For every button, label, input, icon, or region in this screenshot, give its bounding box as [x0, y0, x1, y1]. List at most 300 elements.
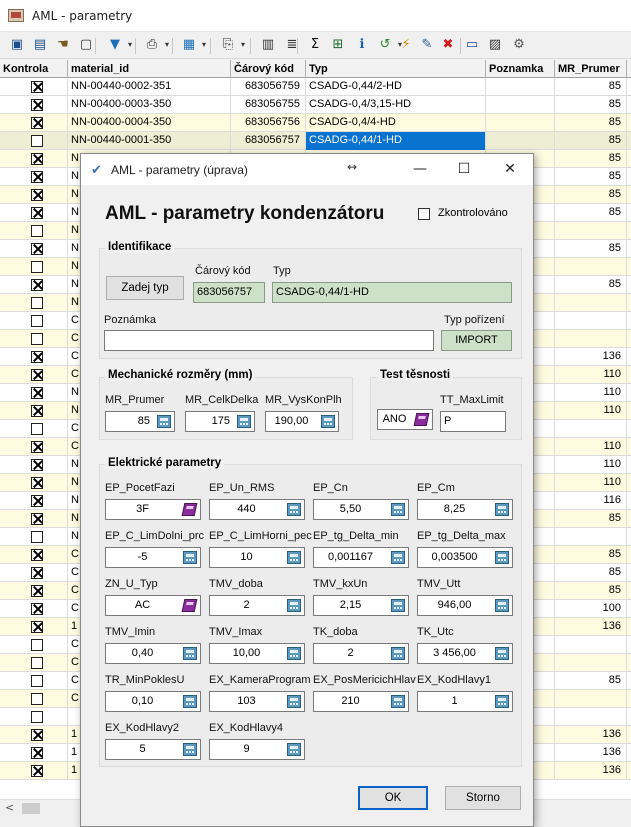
prumer-cell: 110	[555, 474, 627, 492]
kontrola-cell	[0, 546, 68, 564]
kontrola-cell	[0, 204, 68, 222]
kontrola-checkbox[interactable]	[31, 99, 43, 111]
material_id-cell: N	[68, 186, 231, 204]
edit-record-icon[interactable]: ▤	[33, 37, 47, 52]
prumer-cell	[555, 654, 627, 672]
scroll-left-icon[interactable]: <	[5, 801, 15, 814]
EP_Cm-label: EP_Cm	[417, 482, 455, 494]
material_id-cell: N	[68, 150, 231, 168]
typ-porizeni-field[interactable]: IMPORT	[441, 330, 512, 351]
dialog-title-bar	[81, 154, 533, 185]
value-field[interactable]	[377, 409, 433, 430]
prumer-cell	[555, 294, 627, 312]
prumer-cell: 110	[555, 402, 627, 420]
material_id-cell: N	[68, 402, 231, 420]
column-header-2[interactable]: Čárový kód	[231, 60, 306, 78]
kontrola-checkbox[interactable]	[31, 711, 43, 723]
MR_CelkDelka-label: MR_CelkDelka	[185, 394, 259, 406]
prumer-cell: 85	[555, 546, 627, 564]
notes-icon[interactable]: ▨	[488, 37, 502, 52]
prumer-cell: 85	[555, 186, 627, 204]
calculator-icon[interactable]	[287, 551, 301, 564]
field-value: 946,00	[437, 599, 472, 611]
material_id-cell: C	[68, 582, 231, 600]
material_id-cell: C	[68, 654, 231, 672]
calculator-icon[interactable]	[157, 415, 171, 428]
copy-icon[interactable]: ⎘ ▾	[219, 36, 237, 54]
prumer-cell: 136	[555, 762, 627, 780]
prumer-cell: 85	[555, 582, 627, 600]
typ-cell: CSADG-0,4/4-HD	[306, 114, 486, 132]
typ-field[interactable]: CSADG-0,44/1-HD	[272, 282, 512, 303]
typ-cell: CSADG-0,44/1-HD	[306, 132, 486, 150]
field-value: 5,50	[339, 503, 362, 515]
tools-icon[interactable]: ⚙	[513, 37, 525, 52]
prumer-cell	[555, 312, 627, 330]
kontrola-cell	[0, 168, 68, 186]
checkmark-icon: ✔	[91, 163, 102, 178]
window-title: AML - parametry	[32, 9, 133, 23]
prumer-cell: 85	[555, 132, 627, 150]
material_id-cell: N	[68, 456, 231, 474]
carovy-kod-label: Čárový kód	[195, 265, 251, 277]
field-value: 440	[237, 503, 256, 515]
column-header-0[interactable]: Kontrola	[0, 60, 68, 78]
MR_VysKonPlh-label: MR_VysKonPlh	[265, 394, 342, 406]
calculator-icon[interactable]	[391, 695, 405, 708]
TMV_Utt-field[interactable]	[417, 595, 513, 616]
calculator-icon[interactable]	[391, 647, 405, 660]
kontrola-checkbox[interactable]	[31, 441, 43, 453]
kontrola-checkbox[interactable]	[31, 243, 43, 255]
column-header-1[interactable]: material_id	[68, 60, 231, 78]
lookup-icon[interactable]	[182, 599, 198, 612]
kontrola-cell	[0, 240, 68, 258]
kontrola-checkbox[interactable]	[31, 315, 43, 327]
filter-icon[interactable]: ▼ ▾	[106, 36, 124, 54]
kontrola-checkbox[interactable]	[31, 495, 43, 507]
field-value: 2	[347, 647, 354, 659]
kontrola-checkbox[interactable]	[31, 387, 43, 399]
typ-cell: CSADG-0,44/2-HD	[306, 78, 486, 96]
poznamka-field[interactable]	[104, 330, 434, 351]
calculator-icon[interactable]	[287, 647, 301, 660]
material_id-cell: N	[68, 384, 231, 402]
material_id-cell: N	[68, 492, 231, 510]
calculator-icon[interactable]	[287, 695, 301, 708]
prumer-cell: 85	[555, 672, 627, 690]
EP_PocetFazi-label: EP_PocetFazi	[105, 482, 175, 494]
close-icon[interactable]: ✕	[504, 161, 516, 177]
kontrola-cell	[0, 582, 68, 600]
TR_MinPoklesU-field[interactable]	[105, 691, 201, 712]
grid-header	[0, 60, 631, 78]
calculator-icon[interactable]	[495, 647, 509, 660]
zkontrolovano-checkbox[interactable]	[418, 208, 430, 220]
calculator-icon[interactable]	[183, 647, 197, 660]
field-value: 3F	[136, 503, 149, 515]
kontrola-checkbox[interactable]	[31, 117, 43, 129]
material_id-cell: N	[68, 474, 231, 492]
TMV_Imin-label: TMV_Imin	[105, 626, 156, 638]
EX_KodHlavy4-field[interactable]	[209, 739, 305, 760]
kontrola-cell	[0, 294, 68, 312]
MR_Prumer-label: MR_Prumer	[105, 394, 165, 406]
refresh-icon[interactable]: ↺ ▾	[376, 36, 394, 54]
calculator-icon[interactable]	[183, 551, 197, 564]
material_id-cell: C	[68, 348, 231, 366]
kontrola-cell	[0, 600, 68, 618]
EP_tg_Delta_min-field[interactable]	[313, 547, 409, 568]
material_id-cell: NN-00440-0002-351	[68, 78, 231, 96]
EP_Un_RMS-field[interactable]	[209, 499, 305, 520]
material_id-cell: C	[68, 438, 231, 456]
EX_KodHlavy4-label: EX_KodHlavy4	[209, 722, 283, 734]
EX_KodHlavy2-field[interactable]	[105, 739, 201, 760]
TMV_doba-label: TMV_doba	[209, 578, 263, 590]
kontrola-checkbox[interactable]	[31, 297, 43, 309]
minimize-icon[interactable]: —	[413, 161, 427, 177]
EX_KodHlavy1-field[interactable]	[417, 691, 513, 712]
kontrola-cell	[0, 528, 68, 546]
kontrola-checkbox[interactable]	[31, 171, 43, 183]
kontrola-cell	[0, 348, 68, 366]
calculator-icon[interactable]	[391, 599, 405, 612]
calculator-icon[interactable]	[495, 695, 509, 708]
kontrola-cell	[0, 222, 68, 240]
typ-cell: CSADG-0,4/3,15-HD	[306, 96, 486, 114]
kontrola-checkbox[interactable]	[31, 747, 43, 759]
calculator-icon[interactable]	[287, 743, 301, 756]
material_id-cell: NN-00400-0004-350	[68, 114, 231, 132]
prumer-cell: 85	[555, 204, 627, 222]
clipboard-icon[interactable]: ≣	[286, 37, 298, 52]
new-record-icon[interactable]: ▣	[10, 37, 24, 52]
zadej-typ-button[interactable]: Zadej typ	[106, 276, 184, 300]
calculator-icon[interactable]	[183, 743, 197, 756]
EX_PosMericichHlav-label: EX_PosMericichHlav	[313, 674, 416, 686]
field-value: 210	[341, 695, 360, 707]
identifikace-label: Identifikace	[105, 241, 174, 253]
calculator-icon[interactable]	[495, 551, 509, 564]
prumer-cell: 136	[555, 744, 627, 762]
prumer-cell: 136	[555, 348, 627, 366]
kontrola-checkbox[interactable]	[31, 693, 43, 705]
print-icon[interactable]: ⎙ ▾	[143, 36, 161, 54]
prumer-cell: 110	[555, 438, 627, 456]
field-value: 190,00	[274, 415, 309, 427]
prumer-cell	[555, 420, 627, 438]
checklist-icon[interactable]: ✎	[421, 37, 433, 52]
kontrola-checkbox[interactable]	[31, 621, 43, 633]
calculator-icon[interactable]	[183, 695, 197, 708]
export-icon[interactable]: ▦ ▾	[180, 36, 198, 54]
prumer-cell: 136	[555, 618, 627, 636]
kontrola-checkbox[interactable]	[31, 279, 43, 291]
prumer-cell	[555, 222, 627, 240]
carovy-kod-field[interactable]: 683056757	[193, 282, 265, 303]
calculator-icon[interactable]	[391, 503, 405, 516]
typ-porizeni-label: Typ pořízení	[444, 314, 505, 326]
kontrola-checkbox[interactable]	[31, 657, 43, 669]
kontrola-checkbox[interactable]	[31, 333, 43, 345]
kontrola-checkbox[interactable]	[31, 225, 43, 237]
column-header-3[interactable]: Typ	[306, 60, 486, 78]
poznamka-label: Poznámka	[104, 314, 156, 326]
kontrola-cell	[0, 672, 68, 690]
kontrola-checkbox[interactable]	[31, 405, 43, 417]
prumer-cell	[555, 690, 627, 708]
field-value: 175	[211, 415, 230, 427]
kontrola-cell	[0, 366, 68, 384]
kontrola-checkbox[interactable]	[31, 135, 43, 147]
ok-button[interactable]: OK	[358, 786, 428, 810]
ZN_U_Typ-field[interactable]	[105, 595, 201, 616]
kontrola-checkbox[interactable]	[31, 549, 43, 561]
MR_CelkDelka-field[interactable]	[185, 411, 255, 432]
kontrola-checkbox[interactable]	[31, 729, 43, 741]
calculator-icon[interactable]	[287, 503, 301, 516]
table-row[interactable]	[0, 114, 631, 132]
title-bar	[0, 0, 631, 32]
material_id-cell: N	[68, 240, 231, 258]
kontrola-cell	[0, 150, 68, 168]
kontrola-checkbox[interactable]	[31, 585, 43, 597]
prumer-cell: 110	[555, 384, 627, 402]
EP_tg_Delta_max-field[interactable]	[417, 547, 513, 568]
kontrola-cell	[0, 276, 68, 294]
calculator-icon[interactable]	[321, 415, 335, 428]
sum-icon[interactable]: Σ	[310, 37, 320, 52]
info-icon[interactable]: ℹ	[359, 37, 365, 52]
material_id-cell: 1	[68, 744, 231, 762]
kontrola-checkbox[interactable]	[31, 603, 43, 615]
kontrola-cell	[0, 762, 68, 780]
calculator-icon[interactable]	[495, 599, 509, 612]
prumer-cell: 85	[555, 168, 627, 186]
calculator-icon[interactable]	[287, 599, 301, 612]
prumer-cell: 100	[555, 600, 627, 618]
kontrola-checkbox[interactable]	[31, 765, 43, 777]
EX_PosMericichHlav-field[interactable]	[313, 691, 409, 712]
kontrola-checkbox[interactable]	[31, 477, 43, 489]
material_id-cell: C	[68, 672, 231, 690]
material_id-cell: C	[68, 600, 231, 618]
toolbar	[0, 33, 631, 59]
EP_C_LimHorni_pec-label: EP_C_LimHorni_pec	[209, 530, 312, 542]
lightning-icon[interactable]: ⚡	[401, 37, 411, 52]
prumer-cell	[555, 258, 627, 276]
field-value: 0,003500	[431, 551, 478, 563]
TT_MaxLimit-field[interactable]	[440, 411, 506, 432]
EP_C_LimHorni_pec-field[interactable]	[209, 547, 305, 568]
prumer-cell: 110	[555, 366, 627, 384]
material_id-cell: N	[68, 510, 231, 528]
kontrola-cell	[0, 78, 68, 96]
mech-label: Mechanické rozměry (mm)	[105, 369, 255, 381]
kontrola-cell	[0, 744, 68, 762]
prumer-cell: 85	[555, 96, 627, 114]
zkontrolovano-label: Zkontrolováno	[438, 207, 508, 219]
TMV_Imax-field[interactable]	[209, 643, 305, 664]
window-icon[interactable]: ▭	[465, 37, 479, 52]
EX_KodHlavy2-label: EX_KodHlavy2	[105, 722, 179, 734]
prumer-cell: 85	[555, 150, 627, 168]
grid-icon[interactable]: ⊞	[332, 37, 344, 52]
TMV_Imin-field[interactable]	[105, 643, 201, 664]
kontrola-cell	[0, 618, 68, 636]
maximize-icon[interactable]: ☐	[457, 161, 471, 177]
prumer-cell: 85	[555, 240, 627, 258]
material_id-cell: 1	[68, 618, 231, 636]
kontrola-cell	[0, 132, 68, 150]
kontrola-checkbox[interactable]	[31, 531, 43, 543]
kontrola-checkbox[interactable]	[31, 513, 43, 525]
EP_Cn-label: EP_Cn	[313, 482, 348, 494]
dialog-heading: AML - parametry kondenzátoru	[105, 203, 385, 224]
toolbar-separator	[95, 38, 96, 54]
columns-icon[interactable]: ▥	[261, 37, 275, 52]
field-value: AC	[134, 599, 151, 611]
kontrola-checkbox[interactable]	[31, 639, 43, 651]
cancel-icon[interactable]: ✖	[442, 37, 454, 52]
dialog-title: AML - parametry (úprava)	[111, 163, 248, 177]
poznamka-cell	[486, 114, 555, 132]
calculator-icon[interactable]	[237, 415, 251, 428]
material_id-cell: N	[68, 168, 231, 186]
EP_Cn-field[interactable]	[313, 499, 409, 520]
TT_MaxLimit-label: TT_MaxLimit	[440, 394, 504, 406]
prumer-cell	[555, 528, 627, 546]
kontrola-cell	[0, 438, 68, 456]
field-value: 2	[243, 599, 250, 611]
kontrola-cell	[0, 330, 68, 348]
field-value: 9	[243, 743, 250, 755]
field-value: 0,40	[131, 647, 154, 659]
storno-button[interactable]: Storno	[445, 786, 521, 810]
EX_KodHlavy1-label: EX_KodHlavy1	[417, 674, 491, 686]
material_id-cell: C	[68, 420, 231, 438]
prumer-cell: 136	[555, 726, 627, 744]
hand-icon[interactable]: ☚	[57, 37, 69, 52]
kontrola-cell	[0, 456, 68, 474]
material_id-cell: N	[68, 276, 231, 294]
TMV_kxUn-field[interactable]	[313, 595, 409, 616]
kontrola-cell	[0, 492, 68, 510]
kontrola-checkbox[interactable]	[31, 459, 43, 471]
kontrola-cell	[0, 474, 68, 492]
EP_PocetFazi-field[interactable]	[105, 499, 201, 520]
material_id-cell: C	[68, 366, 231, 384]
field-value: 0,001167	[327, 551, 374, 563]
kontrola-cell	[0, 564, 68, 582]
calculator-icon[interactable]	[391, 551, 405, 564]
kontrola-checkbox[interactable]	[31, 351, 43, 363]
EP_tg_Delta_min-label: EP_tg_Delta_min	[313, 530, 399, 542]
kontrola-checkbox[interactable]	[31, 261, 43, 273]
kontrola-cell	[0, 690, 68, 708]
table-row[interactable]	[0, 78, 631, 96]
TMV_Utt-label: TMV_Utt	[417, 578, 461, 590]
material_id-cell: C	[68, 690, 231, 708]
field-value: 2,15	[339, 599, 362, 611]
TMV_kxUn-label: TMV_kxUn	[313, 578, 368, 590]
field-value: 3 456,00	[433, 647, 476, 659]
prumer-cell: 85	[555, 114, 627, 132]
EP_C_LimDolni_prc-field[interactable]	[105, 547, 201, 568]
kontrola-checkbox[interactable]	[31, 207, 43, 219]
TR_MinPoklesU-label: TR_MinPoklesU	[105, 674, 185, 686]
view-icon[interactable]: ▢	[79, 37, 93, 52]
kontrola-checkbox[interactable]	[31, 369, 43, 381]
material_id-cell: C	[68, 636, 231, 654]
toolbar-separator	[297, 38, 298, 54]
kontrola-cell	[0, 510, 68, 528]
kontrola-checkbox[interactable]	[31, 675, 43, 687]
poznamka-cell	[486, 78, 555, 96]
calculator-icon[interactable]	[495, 503, 509, 516]
TMV_doba-field[interactable]	[209, 595, 305, 616]
MR_Prumer-field[interactable]	[105, 411, 175, 432]
TK_doba-field[interactable]	[313, 643, 409, 664]
toolbar-separator	[172, 38, 173, 54]
scroll-thumb[interactable]	[22, 803, 40, 814]
kontrola-cell	[0, 186, 68, 204]
field-value: -5	[137, 551, 148, 563]
kontrola-cell	[0, 420, 68, 438]
prumer-cell: 110	[555, 456, 627, 474]
material_id-cell: N	[68, 204, 231, 222]
column-header-4[interactable]: Poznamka	[486, 60, 555, 78]
kontrola-checkbox[interactable]	[31, 189, 43, 201]
kontrola-checkbox[interactable]	[31, 81, 43, 93]
toolbar-separator	[250, 38, 251, 54]
toolbar-separator	[135, 38, 136, 54]
material_id-cell: N	[68, 258, 231, 276]
TK_Utc-field[interactable]	[417, 643, 513, 664]
material_id-cell: N	[68, 222, 231, 240]
column-header-5[interactable]: MR_Prumer	[555, 60, 627, 78]
kontrola-checkbox[interactable]	[31, 567, 43, 579]
EP_Cm-field[interactable]	[417, 499, 513, 520]
lookup-icon[interactable]	[414, 413, 430, 426]
field-value: ANO	[382, 413, 407, 425]
prumer-cell	[555, 636, 627, 654]
prumer-cell	[555, 330, 627, 348]
EX_KameraProgram-label: EX_KameraProgram	[209, 674, 311, 686]
field-value: 103	[237, 695, 256, 707]
EP_Un_RMS-label: EP_Un_RMS	[209, 482, 275, 494]
prumer-cell: 85	[555, 78, 627, 96]
kontrola-cell	[0, 402, 68, 420]
table-row[interactable]	[0, 132, 631, 150]
MR_VysKonPlh-field[interactable]	[265, 411, 339, 432]
EX_KameraProgram-field[interactable]	[209, 691, 305, 712]
poznamka-cell	[486, 132, 555, 150]
table-row[interactable]	[0, 96, 631, 114]
kontrola-checkbox[interactable]	[31, 423, 43, 435]
kontrola-cell	[0, 726, 68, 744]
material_id-cell: 1	[68, 762, 231, 780]
app-icon	[8, 9, 24, 22]
kontrola-checkbox[interactable]	[31, 153, 43, 165]
prumer-cell	[555, 708, 627, 726]
material_id-cell: NN-00400-0003-350	[68, 96, 231, 114]
TMV_Imax-label: TMV_Imax	[209, 626, 263, 638]
lookup-icon[interactable]	[182, 503, 198, 516]
toolbar-separator	[460, 38, 461, 54]
barcode-cell: 683056755	[231, 96, 306, 114]
